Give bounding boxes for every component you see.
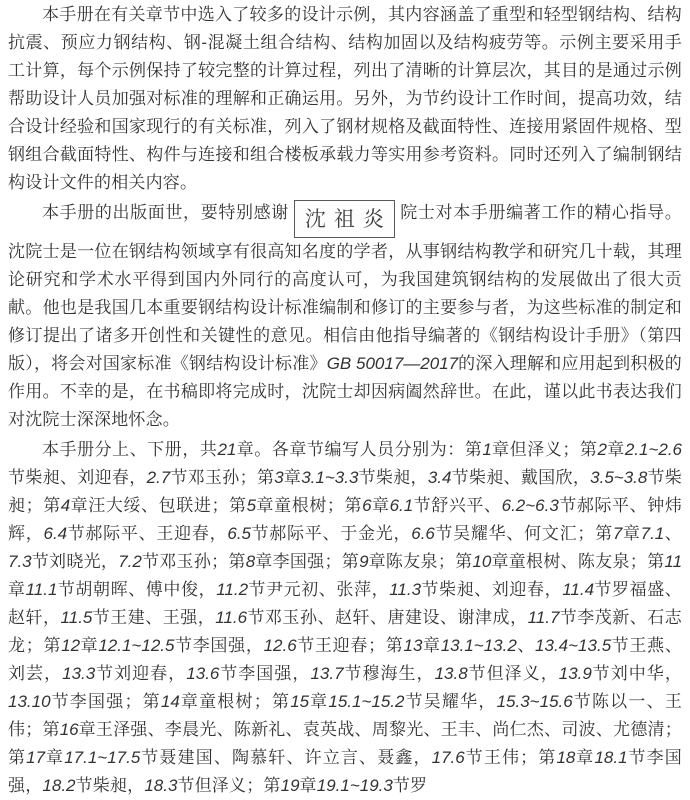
- text-run: 节李国强，: [219, 664, 311, 683]
- number-run: 17: [26, 748, 46, 767]
- text-run: 节李茂新、石志龙；第: [8, 608, 682, 655]
- text-run: 章: [371, 496, 390, 515]
- text-run: 节刘中华，: [591, 664, 683, 683]
- text-run: 本手册在有关章节中选入了较多的设计示例，其内容涵盖了重型和轻型钢结构、结构抗震、预应力钢结构、钢-混凝土组合结构、结构加固以及结构疲劳等。示例主要采用手工计算，每个示例保持了较完整的计算过程，列出了清晰的计算层次，其目的是通过示例帮助设计人员加强对标准的理解和正确运用。另外，为节约设计工作时间，提高功效，结合设计经验和国家现行的有关标准，列入了钢材规格及截面特性、连接用紧固件规格、型钢组合截面特性、构件与连接和组合楼板承载力等实用参考资料。同时还列入了编制钢结构设计文件的相关内容。: [8, 5, 682, 192]
- text-run: 本手册分上、下册，共: [42, 440, 218, 459]
- text-run: 章: [283, 468, 302, 487]
- number-run: 11.7: [527, 608, 560, 627]
- text-run: 节王伟；第: [464, 748, 557, 767]
- text-run: 节李国强；第: [50, 692, 161, 711]
- number-run: 13.1~13.2: [440, 636, 517, 655]
- number-run: 11.6: [215, 608, 248, 627]
- text-run: 、: [664, 524, 683, 543]
- number-run: 2.1~2.6: [624, 440, 683, 459]
- number-run: 11.4: [562, 580, 595, 599]
- text-run: 本手册的出版面世，要特别感谢: [42, 203, 289, 222]
- text-run: 节李国强，: [174, 636, 264, 655]
- text-run: 节刘晓光，: [31, 552, 119, 571]
- text-run: 节郝际平、于金光，: [251, 524, 412, 543]
- text-run: 章但泽义；第: [491, 440, 598, 459]
- number-run: 15: [290, 692, 310, 711]
- paragraph-memorial: [8, 199, 682, 434]
- text-run: 章: [422, 636, 441, 655]
- text-run: 章: [622, 524, 641, 543]
- paragraph-design-examples: [8, 1, 682, 197]
- text-run: 章王泽强、李晨光、陈新礼、袁英战、周黎光、王丰、尚仁杰、司波、尤德清；第: [8, 720, 682, 767]
- text-run: 节柴昶、刘迎春，: [421, 580, 563, 599]
- number-run: 13.4~13.5: [535, 636, 612, 655]
- number-run: 10: [472, 552, 492, 571]
- number-run: 13.7: [310, 664, 344, 683]
- text-run: 、: [516, 636, 536, 655]
- number-run: 18: [556, 748, 576, 767]
- number-run: 6.4: [43, 524, 68, 543]
- text-run: 节柴昶，: [75, 776, 145, 795]
- text-run: 章: [309, 692, 329, 711]
- number-run: 7.1: [640, 524, 665, 543]
- number-run: 18.1: [594, 748, 628, 767]
- number-run: 6.5: [227, 524, 252, 543]
- number-run: 2: [597, 440, 607, 459]
- number-run: 11: [664, 552, 683, 571]
- number-run: 17.6: [431, 748, 465, 767]
- text-run: 节王迎春；第: [296, 636, 404, 655]
- number-run: 7.3: [8, 552, 32, 571]
- text-run: 节郝际平、钟炜辉，: [8, 496, 683, 543]
- text-run: 章: [45, 748, 65, 767]
- text-run: 章: [299, 776, 317, 795]
- text-run: 章: [80, 636, 99, 655]
- number-run: 5: [246, 496, 257, 515]
- number-run: 11.3: [389, 580, 422, 599]
- number-run: 8: [245, 552, 256, 571]
- number-run: 3.5~3.8: [590, 468, 648, 487]
- number-run: 18.3: [144, 776, 178, 795]
- number-run: 19.1~19.3: [316, 776, 393, 795]
- number-run: 4: [60, 496, 71, 515]
- text-run: 节吴耀华，: [404, 692, 497, 711]
- number-run: 13: [403, 636, 423, 655]
- number-run: 11.2: [216, 580, 249, 599]
- text-run: 章李国强；第: [255, 552, 360, 571]
- text-run: 章童根树；第: [179, 692, 291, 711]
- number-run: 18.2: [42, 776, 76, 795]
- text-run: 节柴昶、刘迎春，: [8, 468, 147, 487]
- text-run: 节聂建国、陶慕轩、许立言、聂鑫，: [140, 748, 432, 767]
- text-run: 节尹元初、张萍，: [248, 580, 390, 599]
- text-run: 节柴昶，: [358, 468, 428, 487]
- number-run: 7: [612, 524, 623, 543]
- text-run: 章: [8, 580, 26, 599]
- number-run: 1: [482, 440, 492, 459]
- number-run: 13.3: [62, 664, 96, 683]
- number-run: 16: [59, 720, 79, 739]
- text-run: 节但泽义，: [467, 664, 559, 683]
- number-run: 19: [280, 776, 300, 795]
- number-run: 13.6: [186, 664, 220, 683]
- text-run: 节邓玉孙、赵轩、唐建设、谢津成，: [247, 608, 528, 627]
- text-run: 节舒兴平、: [413, 496, 502, 515]
- number-run: 15.3~15.6: [496, 692, 573, 711]
- text-run: 章: [575, 748, 595, 767]
- text-run: 节但泽义；第: [177, 776, 281, 795]
- number-run: 13.9: [558, 664, 592, 683]
- number-run: 13.8: [434, 664, 468, 683]
- text-run: 节陈以一、王伟；第: [8, 692, 683, 739]
- number-run: 7.2: [118, 552, 142, 571]
- text-run: 节王建、王强，: [92, 608, 216, 627]
- text-run: 院士对本手册编著工作的精心指导。沈院士是一位在钢结构领域享有很高知名度的学者，从事钢结构教学和研究几十载，其理论研究和学术水平得到国内外同行的高度认可，为我国建筑钢结构的发展做出了很大贡献。他也是我国几本重要钢结构设计标准编制和修订的主要参与者，为这些标准的制定和修订提出了诸多开创性和关键性的意见。相信由他指导编著的《钢结构设计手册》（第四版），将会对国家标准《钢结构设计标准》: [8, 203, 682, 373]
- text-run: 节郝际平、王迎春，: [67, 524, 228, 543]
- number-run: 17.1~17.5: [64, 748, 141, 767]
- text-run: 节柴昶；第: [8, 468, 683, 515]
- number-run: 13.10: [8, 692, 51, 711]
- number-run: 6: [362, 496, 372, 515]
- text-run: 节柴昶、戴国欣，: [451, 468, 591, 487]
- number-run: 9: [359, 552, 369, 571]
- text-run: 章汪大绥、包联进；第: [70, 496, 247, 515]
- number-run: 2.7: [146, 468, 171, 487]
- text-run: 节刘迎春，: [95, 664, 187, 683]
- text-run: 节胡朝晖、傅中俊，: [57, 580, 217, 599]
- number-run: 3.4: [427, 468, 452, 487]
- number-run: 3.1~3.3: [301, 468, 359, 487]
- text-run: 节王燕、刘芸，: [8, 636, 683, 683]
- text-run: 节吴耀华、何文汇；第: [434, 524, 613, 543]
- number-run: 12.6: [263, 636, 297, 655]
- number-run: 6.2~6.3: [501, 496, 559, 515]
- number-run: 21: [217, 440, 237, 459]
- number-run: 6.1: [389, 496, 414, 515]
- text-run: 的深入理解和应用起到积极的作用。不幸的是，在书稿即将完成时，沈院士却因病阖然辞世。在此，谨以此书表达我们对沈院士深深地怀念。: [8, 354, 682, 429]
- text-run: 章陈友泉；第: [368, 552, 473, 571]
- text-run: 节邓玉孙；第: [170, 468, 275, 487]
- number-run: 12.1~12.5: [98, 636, 175, 655]
- text-run: 节罗福盛、赵轩，: [8, 580, 683, 627]
- text-run: 节穆海生，: [343, 664, 435, 683]
- number-run: 6.6: [411, 524, 435, 543]
- paragraph-chapter-authors: [8, 436, 682, 800]
- text-run: 节李国强，: [8, 748, 683, 795]
- text-run: 章。各章节编写人员分别为：第: [236, 440, 483, 459]
- number-run: 11.1: [25, 580, 58, 599]
- text-run: 章: [606, 440, 625, 459]
- text-run: 节邓玉孙；第: [141, 552, 246, 571]
- number-run: 11.5: [60, 608, 93, 627]
- text-run: 章童根树；第: [256, 496, 363, 515]
- number-run: GB 50017—2017: [326, 354, 459, 373]
- number-run: 14: [160, 692, 180, 711]
- number-run: 12: [61, 636, 81, 655]
- text-run: 章童根树、陈友泉；第: [491, 552, 665, 571]
- memorial-name-box: 沈祖炎: [294, 200, 395, 238]
- number-run: 15.1~15.2: [328, 692, 405, 711]
- text-run: 节罗: [392, 776, 428, 795]
- number-run: 3: [274, 468, 284, 487]
